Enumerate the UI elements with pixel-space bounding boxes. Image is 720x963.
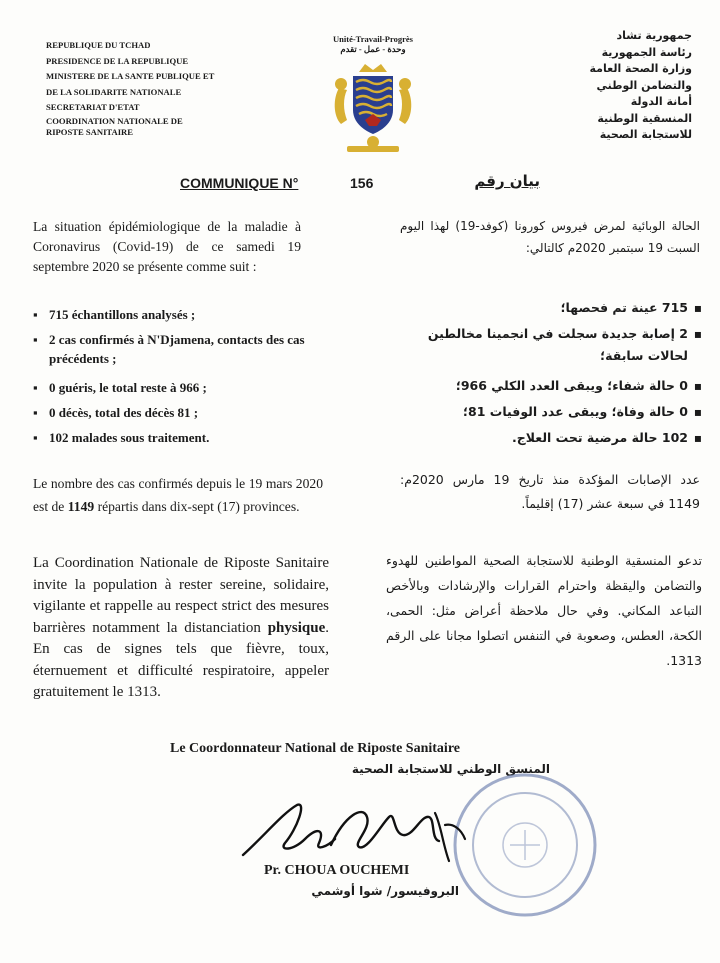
- ar-advice-paragraph: تدعو المنسقية الوطنية للاستجابة الصحية المواطنين للهدوء والتضامن واليقظة واحترام القرارات والإرشادات وبالأخص التباعد المكاني. وفي حال ملاحظة أعراض مثل: الحمى، الكحة، العطس، وصعوبة في التنفس اتصلوا مجانا على الرقم 1313.: [386, 553, 702, 668]
- fr-bullet: ▪ 0 décès, total des décès 81 ;: [33, 403, 323, 422]
- motto-ar: وحدة - عمل - تقدم: [340, 44, 406, 54]
- fr-bullet-list: [33, 305, 323, 453]
- signatory-name-fr: Pr. CHOUA OUCHEMI: [264, 863, 410, 878]
- signatory-title-fr: Le Coordonnateur National de Riposte Sanitaire: [170, 741, 460, 756]
- ar-total-paragraph: عدد الإصابات المؤكدة منذ تاريخ 19 مارس 2020م: 1149 في سبعة عشر (17) إقليماً.: [400, 472, 700, 511]
- header-right-line: المنسقية الوطنية: [597, 111, 692, 125]
- header-right-line: والتضامن الوطني: [596, 78, 692, 92]
- fr-bullet: ▪ 715 échantillons analysés ;: [33, 305, 323, 324]
- fr-bullet: ▪ 102 malades sous traitement.: [33, 428, 323, 447]
- header-left-line: DE LA SOLIDARITE NATIONALE: [46, 86, 182, 97]
- ar-bullet: ▪ 2 إصابة جديدة سجلت في انجمينا مخالطين لحالات سابقة؛: [392, 323, 702, 367]
- fr-total-paragraph: [33, 472, 323, 518]
- fr-bullet: ▪ 2 cas confirmés à N'Djamena, contacts des cas précédents ;: [33, 330, 323, 368]
- ar-bullet: ▪ 0 حالة وفاة؛ ويبقى عدد الوفيات 81؛: [392, 401, 702, 423]
- signatory-title-ar: المنسق الوطني للاستجابة الصحية: [351, 762, 550, 776]
- header-left-line: PRESIDENCE DE LA REPUBLIQUE: [46, 55, 189, 66]
- header-right-line: وزارة الصحة العامة: [589, 62, 692, 75]
- fr-advice-bold: physique: [267, 619, 326, 636]
- coat-of-arms-icon: [325, 58, 421, 156]
- communique-title: [180, 172, 540, 199]
- header-left-line: RIPOSTE SANITAIRE: [46, 126, 133, 137]
- signatory-name-ar: البروفيسور/ شوا أوشمي: [311, 884, 459, 898]
- header-right: [502, 28, 692, 144]
- header-right-line: للاستجابة الصحية: [599, 128, 692, 141]
- fr-advice-pre: La Coordination Nationale de Riposte Sanitaire invite la population à rester sereine, solidaire, vigilante et rappelle au respect strict des mesures barrières notamment la distanciation: [33, 555, 329, 636]
- header-left: [46, 38, 296, 138]
- ar-bullet: ▪ 0 حالة شفاء؛ ويبقى العدد الكلي 966؛: [392, 375, 702, 397]
- communique-number: 156: [350, 175, 374, 191]
- fr-total-post: répartis dans dix-sept (17) provinces.: [94, 499, 300, 514]
- fr-total-number: 1149: [67, 499, 95, 514]
- title-label-fr: COMMUNIQUE N°: [180, 175, 299, 191]
- fr-intro: La situation épidémiologique de la maladie à Coronavirus (Covid-19) de ce samedi 19 septembre 2020 se présente comme suit :: [33, 219, 301, 274]
- header-right-line: أمانة الدولة: [630, 95, 692, 108]
- handwritten-signature-icon: [235, 795, 485, 870]
- fr-bullet: ▪ 0 guéris, le total reste à 966 ;: [33, 378, 323, 397]
- header-right-line: جمهورية تشاد: [616, 29, 692, 42]
- header-center: [318, 34, 428, 161]
- motto-fr: Unité-Travail-Progrès: [333, 34, 413, 44]
- fr-total-pre: Le nombre des cas confirmés depuis le 19 mars 2020 est de: [33, 476, 323, 514]
- ar-bullet: ▪ 715 عينة تم فحصها؛: [392, 297, 702, 319]
- ar-intro: الحالة الوبائية لمرض فيروس كورونا (كوفد-19) لهذا اليوم السبت 19 سبتمبر 2020م كالتالي:: [400, 219, 700, 255]
- header-left-line: MINISTERE DE LA SANTE PUBLIQUE ET: [46, 71, 215, 82]
- fr-advice-paragraph: [33, 553, 329, 704]
- header-right-line: رئاسة الجمهورية: [601, 45, 692, 59]
- header-left-line: SECRETARIAT D'ETAT: [46, 102, 140, 113]
- header-left-line: COORDINATION NATIONALE DE: [46, 115, 183, 126]
- header-left-line: REPUBLIQUE DU TCHAD: [46, 40, 151, 50]
- fr-advice-post: . En cas de signes tels que fièvre, toux, éternuement et difficulté respiratoire, appeler gratuitement le 1313.: [33, 619, 329, 700]
- ar-bullet: ▪ 102 حالة مرضية تحت العلاج.: [392, 427, 702, 449]
- title-label-ar: بيان رقم: [474, 172, 540, 190]
- ar-bullet-list: [392, 297, 702, 453]
